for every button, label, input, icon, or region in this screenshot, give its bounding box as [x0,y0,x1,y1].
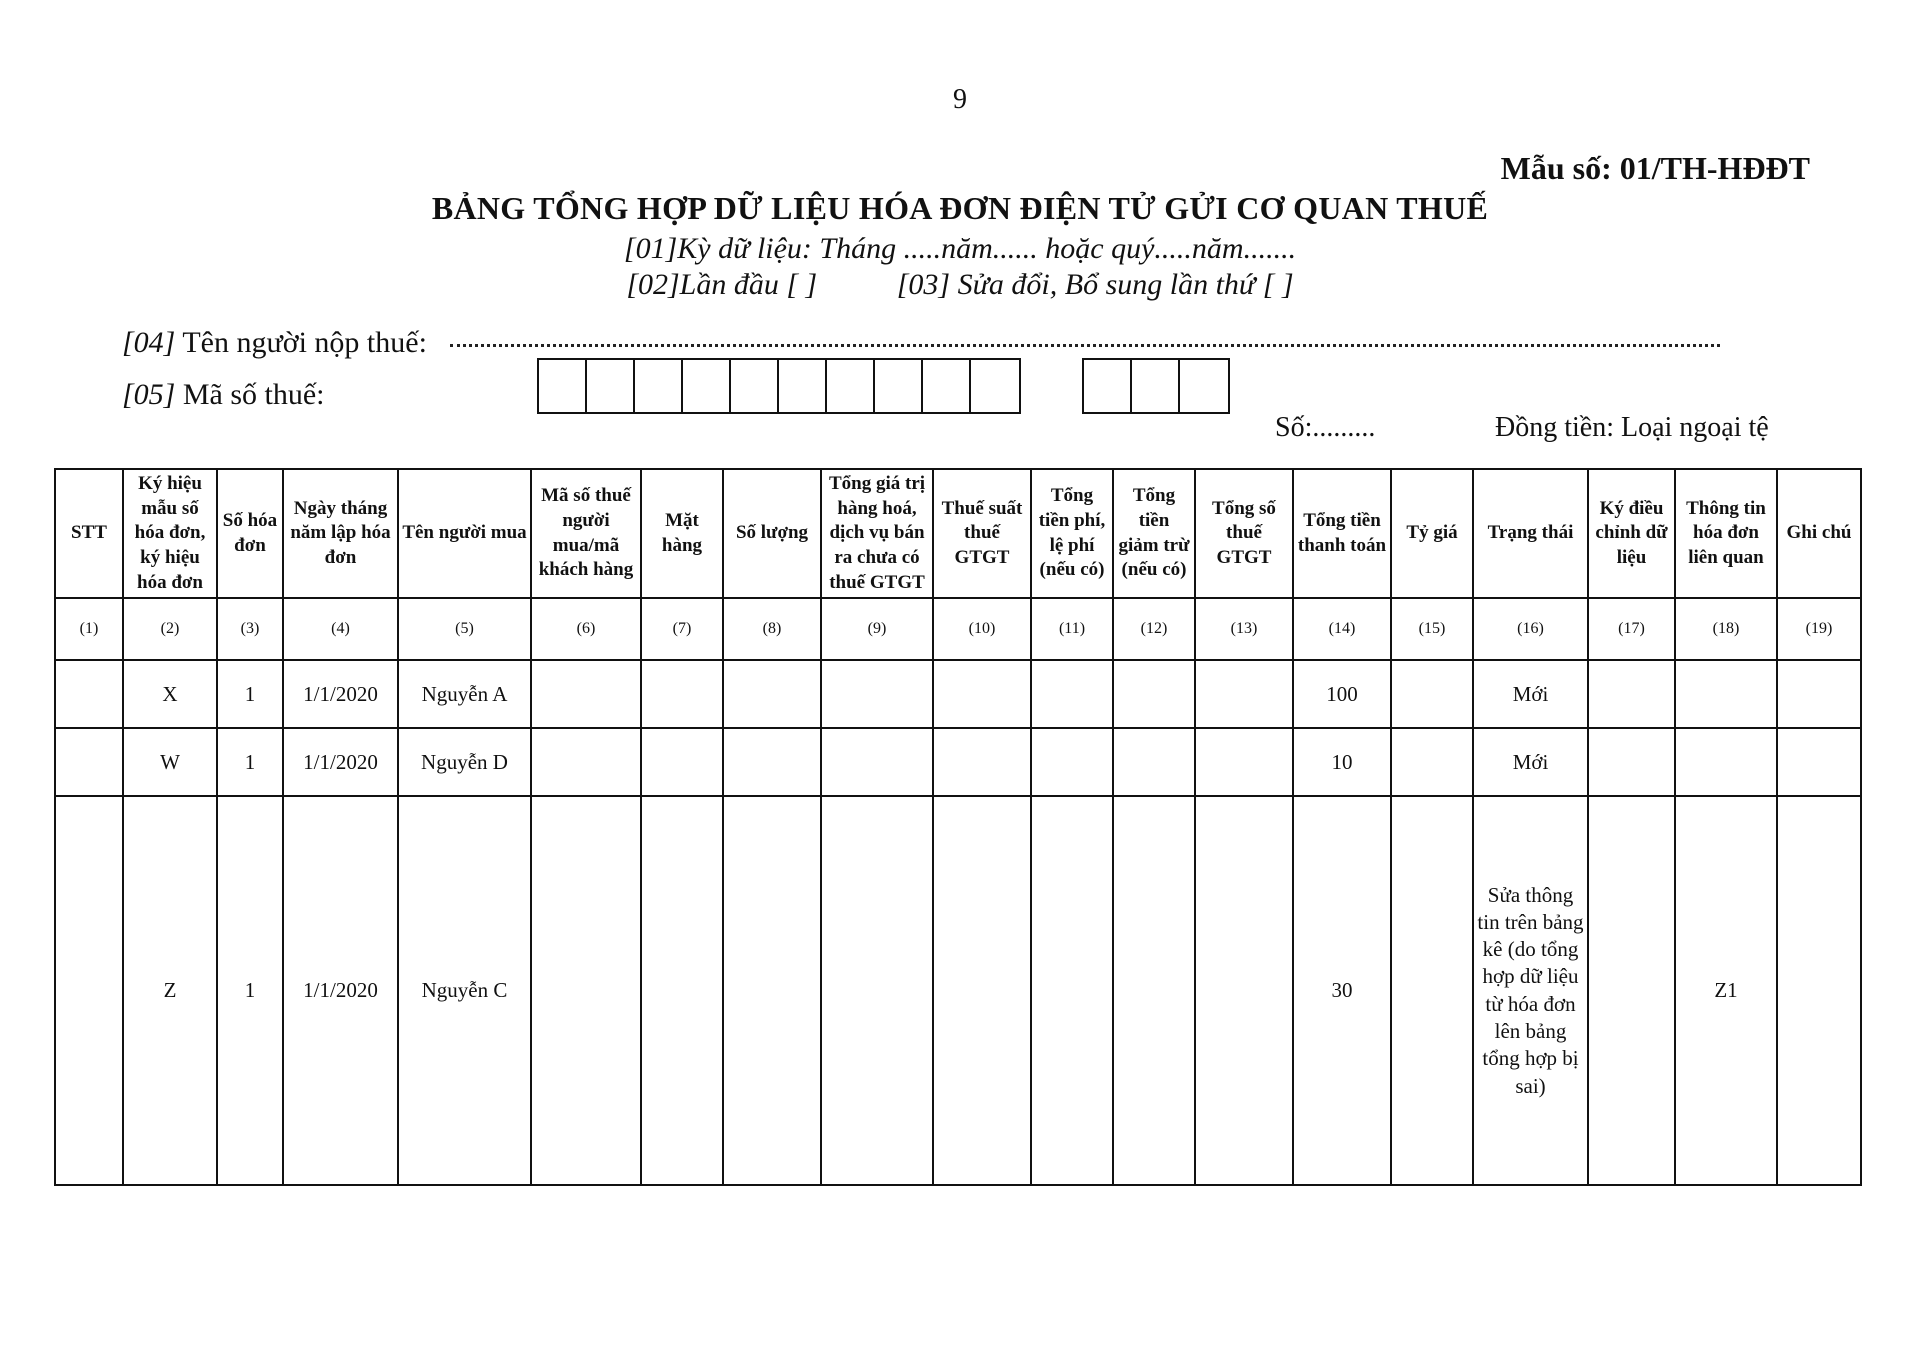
header-cell: Ngày tháng năm lập hóa đơn [283,469,398,598]
table-cell [1391,660,1473,728]
form-title: BẢNG TỔNG HỢP DỮ LIỆU HÓA ĐƠN ĐIỆN TỬ GỬI CƠ QUAN THUẾ [431,190,1489,226]
header-cell: Mã số thuế người mua/mã khách hàng [531,469,641,598]
column-index: (16) [1473,598,1588,660]
tax-id-box [971,360,1019,412]
table-cell: 1 [217,728,283,796]
table-cell [1195,796,1293,1185]
column-index: (19) [1777,598,1861,660]
table-cell [1675,728,1777,796]
column-index: (4) [283,598,398,660]
tax-id-code: [05] [122,378,176,411]
column-index: (13) [1195,598,1293,660]
column-index-row [55,598,1861,660]
header-cell: Số lượng [723,469,821,598]
tax-id-box [827,360,875,412]
tax-id-box [635,360,683,412]
table-cell [55,796,123,1185]
table-cell: 10 [1293,728,1391,796]
table-row [55,728,1861,796]
taxpayer-name-dotted-line [450,320,1720,347]
column-index: (7) [641,598,723,660]
tax-id-boxes-main [537,358,1021,414]
tax-id-box [779,360,827,412]
header-cell: Tổng tiền thanh toán [1293,469,1391,598]
header-cell: Tổng tiền phí, lệ phí (nếu có) [1031,469,1113,598]
table-cell [821,660,933,728]
header-cell: Ký hiệu mẫu số hóa đơn, ký hiệu hóa đơn [123,469,217,598]
header-cell: Tên người mua [398,469,531,598]
column-index: (18) [1675,598,1777,660]
table-cell [723,660,821,728]
first-time-label: [02]Lần đầu [ ] [626,268,818,301]
taxpayer-name-field [122,326,427,360]
table-cell: Nguyễn D [398,728,531,796]
table-cell [1195,728,1293,796]
header-cell: Ghi chú [1777,469,1861,598]
table-cell [1031,796,1113,1185]
table-cell [1675,660,1777,728]
table-cell [641,796,723,1185]
submission-type-line [0,268,1920,302]
column-index: (10) [933,598,1031,660]
table-cell [1391,796,1473,1185]
tax-id-box [923,360,971,412]
table-cell [1588,796,1675,1185]
column-index: (2) [123,598,217,660]
table-header-row [55,469,1861,598]
table-cell [1588,728,1675,796]
table-cell [1195,660,1293,728]
table-cell [933,660,1031,728]
header-cell: Số hóa đơn [217,469,283,598]
form-code: Mẫu số: 01/TH-HĐĐT [1500,150,1810,186]
table-cell [821,796,933,1185]
column-index: (8) [723,598,821,660]
table-row [55,660,1861,728]
column-index: (14) [1293,598,1391,660]
tax-id-box [875,360,923,412]
table-cell [531,796,641,1185]
table-cell [1777,660,1861,728]
header-cell: Trạng thái [1473,469,1588,598]
column-index: (6) [531,598,641,660]
table-cell: 100 [1293,660,1391,728]
table-cell [1113,796,1195,1185]
header-cell: Tổng giá trị hàng hoá, dịch vụ bán ra chưa có thuế GTGT [821,469,933,598]
table-cell [933,728,1031,796]
table-cell [821,728,933,796]
number-label: Số:......... [1275,412,1376,443]
table-cell [1113,660,1195,728]
table-cell: 1/1/2020 [283,660,398,728]
header-cell: Thuế suất thuế GTGT [933,469,1031,598]
tax-id-box [1180,360,1228,412]
column-index: (15) [1391,598,1473,660]
invoice-summary-table [54,468,1862,1186]
tax-id-label: Mã số thuế: [175,378,325,411]
table-cell [531,728,641,796]
currency-label: Đồng tiền: Loại ngoại tệ [1495,412,1769,443]
table-cell: 1/1/2020 [283,728,398,796]
table-cell: 1 [217,796,283,1185]
header-cell: Tổng tiền giảm trừ (nếu có) [1113,469,1195,598]
table-cell [1588,660,1675,728]
table-cell [641,660,723,728]
table-cell: 30 [1293,796,1391,1185]
table-cell [55,660,123,728]
column-index: (17) [1588,598,1675,660]
table-cell: X [123,660,217,728]
table-cell: 1/1/2020 [283,796,398,1185]
table-cell [1031,660,1113,728]
table-cell: Sửa thông tin trên bảng kê (do tổng hợp dữ liệu từ hóa đơn lên bảng tổng hợp bị sai) [1473,796,1588,1185]
table-cell [641,728,723,796]
table-cell: Z [123,796,217,1185]
tax-id-box [731,360,779,412]
table-row [55,796,1861,1185]
table-cell: Mới [1473,660,1588,728]
header-cell: Ký điều chỉnh dữ liệu [1588,469,1675,598]
table-cell: Mới [1473,728,1588,796]
table-cell [55,728,123,796]
column-index: (9) [821,598,933,660]
table-cell [933,796,1031,1185]
table-cell: Z1 [1675,796,1777,1185]
table-cell [531,660,641,728]
taxpayer-code: [04] [122,326,176,359]
tax-id-box [1132,360,1180,412]
header-cell: Tỷ giá [1391,469,1473,598]
tax-id-field [122,378,325,412]
tax-id-box [683,360,731,412]
table-cell [1391,728,1473,796]
table-cell: 1 [217,660,283,728]
table-cell [1031,728,1113,796]
table-cell: Nguyễn C [398,796,531,1185]
amendment-label: [03] Sửa đổi, Bổ sung lần thứ [ ] [896,268,1294,301]
page-number: 9 [953,84,967,115]
header-cell: Mặt hàng [641,469,723,598]
table-cell [723,728,821,796]
header-cell: Thông tin hóa đơn liên quan [1675,469,1777,598]
table-cell: W [123,728,217,796]
header-cell: STT [55,469,123,598]
column-index: (5) [398,598,531,660]
tax-id-box [587,360,635,412]
tax-id-box [1084,360,1132,412]
table-cell [723,796,821,1185]
header-cell: Tổng số thuế GTGT [1195,469,1293,598]
data-period-line: [01]Kỳ dữ liệu: Tháng .....năm...... hoặc quý.....năm....... [623,232,1297,265]
table-cell [1777,728,1861,796]
table-cell [1113,728,1195,796]
column-index: (3) [217,598,283,660]
column-index: (12) [1113,598,1195,660]
column-index: (1) [55,598,123,660]
taxpayer-label: Tên người nộp thuế: [175,326,427,359]
table-cell: Nguyễn A [398,660,531,728]
tax-id-boxes-suffix [1082,358,1230,414]
tax-id-box [539,360,587,412]
table-cell [1777,796,1861,1185]
column-index: (11) [1031,598,1113,660]
